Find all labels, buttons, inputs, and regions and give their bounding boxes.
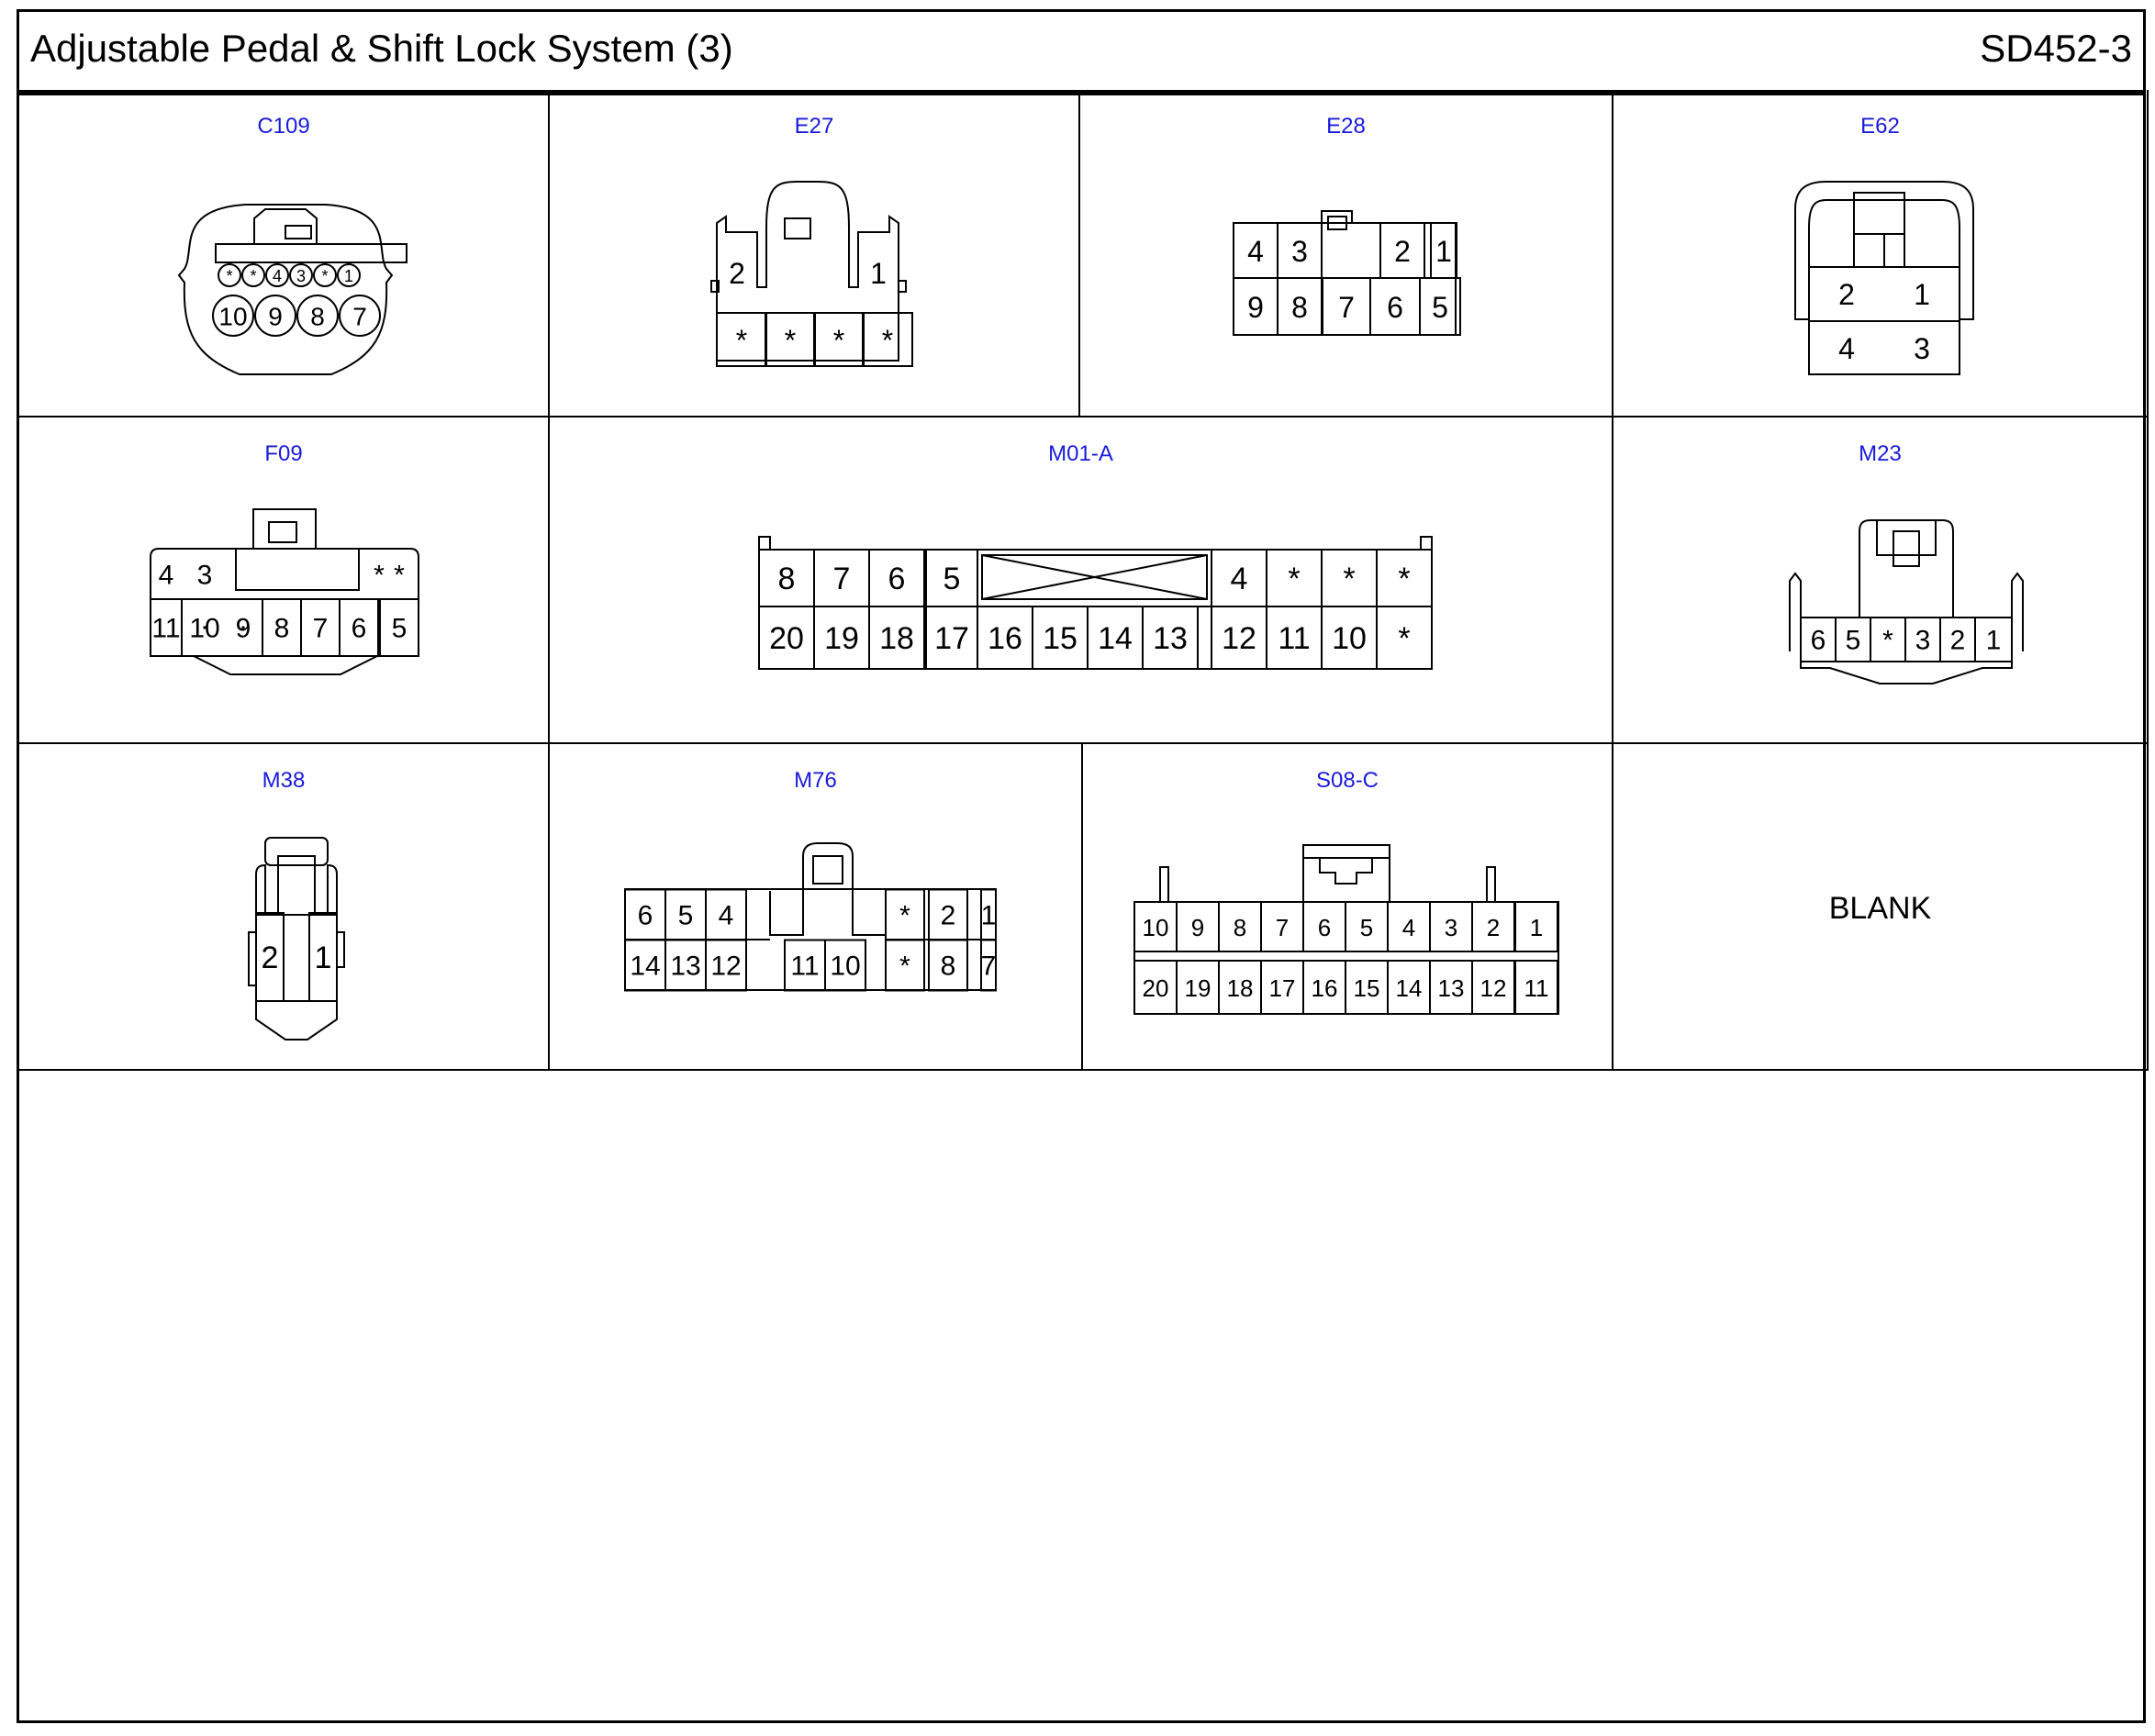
c109-top-row: [218, 264, 360, 286]
pin-number: 7: [1338, 291, 1355, 324]
pin-number: *: [832, 324, 845, 357]
pin-number: 4: [1401, 914, 1416, 941]
e27-bottom-row: [717, 313, 912, 366]
pin-number: 10: [218, 302, 248, 331]
pin-number: *: [1398, 562, 1411, 596]
m76-bottom-row: [625, 940, 996, 991]
connector-label-m76: M76: [794, 768, 837, 793]
pin-number: *: [1398, 621, 1411, 656]
pin-number: 1: [1985, 625, 2002, 656]
connector-m01a: [550, 417, 1613, 744]
pin-number: 16: [1311, 974, 1338, 1002]
f09-top-row: [159, 561, 406, 591]
pin-number: 8: [940, 951, 956, 982]
pin-number: 3: [196, 560, 213, 591]
pin-number: 20: [769, 621, 804, 656]
connector-cell-f09: [19, 417, 550, 744]
pin-number: 6: [637, 900, 653, 931]
connector-label-e62: E62: [1860, 114, 1900, 139]
e27-top-row: [729, 257, 887, 290]
pin-number: 5: [1845, 625, 1861, 656]
pin-number: 1: [1914, 278, 1930, 311]
pin-number: 6: [1810, 625, 1826, 656]
page-title: Adjustable Pedal & Shift Lock System (3): [30, 27, 733, 70]
pin-number: 7: [1275, 914, 1290, 941]
connector-e27: [550, 90, 1080, 417]
pin-number: 7: [832, 562, 851, 596]
connector-cell-m01a: [550, 417, 1613, 744]
pin-number: 1: [314, 940, 332, 975]
pin-number: *: [394, 560, 405, 591]
pin-number: 11: [790, 951, 820, 982]
pin-number: 6: [888, 562, 906, 596]
pin-number: 1: [343, 267, 354, 285]
pin-number: 7: [312, 613, 329, 644]
pin-number: 5: [943, 562, 961, 596]
pin-number: 7: [980, 951, 997, 982]
connector-label-s08c: S08-C: [1315, 768, 1379, 793]
pin-number: 9: [1190, 914, 1205, 941]
pin-number: 3: [1915, 625, 1931, 656]
pin-number: 11: [151, 613, 181, 644]
connector-e28: [1080, 90, 1613, 417]
pin-number: 17: [1268, 974, 1296, 1002]
pin-number: 11: [1278, 621, 1311, 656]
pin-number: 13: [670, 951, 701, 982]
pin-number: 4: [1838, 332, 1855, 365]
wiring-diagram-sheet: [17, 9, 2146, 1723]
e62-bottom-row: [1838, 332, 1930, 365]
pin-number: 12: [710, 951, 742, 982]
pin-number: 8: [1291, 291, 1308, 324]
pin-number: 4: [158, 560, 174, 591]
f09-bottom-row: [151, 599, 419, 656]
pin-number: 2: [261, 940, 279, 975]
connector-f09: [19, 417, 550, 744]
pin-number: 6: [1317, 914, 1332, 941]
pin-number: *: [250, 267, 257, 285]
pin-number: 6: [1387, 291, 1403, 324]
pin-number: *: [1288, 562, 1301, 596]
pin-number: 1: [1529, 914, 1544, 941]
pin-number: 17: [934, 621, 969, 656]
pin-number: 1: [980, 900, 997, 931]
pin-number: 8: [1233, 914, 1247, 941]
pin-number: 5: [1432, 291, 1448, 324]
blank-cell: [1613, 744, 2149, 1071]
pin-number: 4: [718, 900, 734, 931]
connector-e62: [1613, 90, 2149, 417]
pin-number: 2: [940, 900, 956, 931]
sheet-header: [19, 12, 2143, 95]
pin-number: *: [374, 560, 385, 591]
pin-number: 4: [272, 267, 283, 285]
connector-s08c: [1083, 744, 1613, 1071]
connector-cell-e28: [1080, 90, 1613, 417]
pin-number: 8: [310, 302, 325, 331]
pin-number: 20: [1142, 974, 1169, 1002]
pin-number: 8: [274, 613, 290, 644]
connector-label-m01a: M01-A: [1048, 441, 1113, 466]
connector-c109: [19, 90, 550, 417]
pin-number: 14: [630, 951, 661, 982]
connector-m76: [550, 744, 1083, 1071]
pin-number: 18: [1226, 974, 1254, 1002]
pin-number: 16: [988, 621, 1022, 656]
pin-number: 6: [351, 613, 367, 644]
pin-number: 10: [830, 951, 861, 982]
connector-cell-m23: [1613, 417, 2149, 744]
pin-number: *: [735, 324, 748, 357]
pin-number: 10: [189, 613, 220, 644]
pin-number: *: [784, 324, 797, 357]
connector-cell-m38: [19, 744, 550, 1071]
page-code: SD452-3: [1980, 27, 2132, 70]
pin-number: 15: [1043, 621, 1078, 656]
c109-bottom-row: [213, 295, 380, 336]
connector-label-m23: M23: [1859, 441, 1902, 466]
pin-number: 2: [1949, 625, 1966, 656]
pin-number: *: [1882, 625, 1893, 656]
pin-number: 15: [1353, 974, 1380, 1002]
pin-number: 8: [777, 562, 796, 596]
m01a-bottom-row: [759, 606, 1432, 669]
pin-number: 12: [1479, 974, 1507, 1002]
pin-number: *: [899, 900, 910, 931]
m23-pin-row: [1801, 618, 2012, 662]
pin-number: *: [226, 267, 233, 285]
pin-number: 9: [1247, 291, 1264, 324]
pin-number: 1: [870, 257, 887, 290]
m38-pin-row: [256, 913, 337, 1001]
connector-cell-e27: [550, 90, 1080, 417]
pin-number: 10: [1142, 914, 1169, 941]
pin-number: 13: [1437, 974, 1465, 1002]
pin-number: *: [881, 324, 894, 357]
e28-bottom-row: [1234, 278, 1460, 335]
pin-number: 9: [235, 613, 251, 644]
s08c-bottom-row: [1134, 961, 1558, 1014]
pin-number: 2: [729, 257, 745, 290]
pin-number: 10: [1332, 621, 1367, 656]
connector-label-m38: M38: [262, 768, 306, 793]
pin-number: 4: [1247, 235, 1264, 268]
pin-number: *: [321, 267, 329, 285]
connector-label-e27: E27: [794, 114, 834, 139]
connector-cell-m76: [550, 744, 1083, 1071]
pin-number: 11: [1524, 974, 1549, 1002]
blank-label: BLANK: [1828, 891, 1932, 926]
pin-number: 19: [1184, 974, 1211, 1002]
pin-number: 3: [296, 267, 307, 285]
pin-number: 14: [1395, 974, 1423, 1002]
connector-cell-c109: [19, 90, 550, 417]
pin-number: 4: [1230, 562, 1248, 596]
m76-top-row: [625, 890, 996, 940]
pin-number: *: [1343, 562, 1356, 596]
connector-label-f09: F09: [264, 441, 303, 466]
connector-m23: [1613, 417, 2149, 744]
pin-number: 3: [1444, 914, 1458, 941]
pin-number: 13: [1153, 621, 1188, 656]
pin-number: *: [899, 951, 910, 982]
pin-number: 18: [879, 621, 914, 656]
connector-cell-e62: [1613, 90, 2149, 417]
pin-number: 2: [1394, 235, 1411, 268]
pin-number: 3: [1291, 235, 1308, 268]
connector-label-e28: E28: [1326, 114, 1366, 139]
pin-number: 9: [268, 302, 283, 331]
pin-number: 5: [677, 900, 694, 931]
e28-top-row: [1234, 223, 1457, 278]
pin-number: 12: [1222, 621, 1256, 656]
connector-cell-s08c: [1083, 744, 1613, 1071]
connector-m38: [19, 744, 550, 1071]
pin-number: 1: [1435, 235, 1452, 268]
pin-number: 14: [1098, 621, 1133, 656]
pin-number: 3: [1914, 332, 1930, 365]
pin-number: 5: [1359, 914, 1374, 941]
pin-number: 7: [352, 302, 367, 331]
pin-number: 2: [1486, 914, 1501, 941]
s08c-top-row: [1134, 902, 1558, 951]
connector-label-c109: C109: [257, 114, 310, 139]
pin-number: 19: [824, 621, 859, 656]
e62-top-row: [1838, 278, 1930, 311]
pin-number: 2: [1838, 278, 1855, 311]
pin-number: 5: [391, 613, 408, 644]
